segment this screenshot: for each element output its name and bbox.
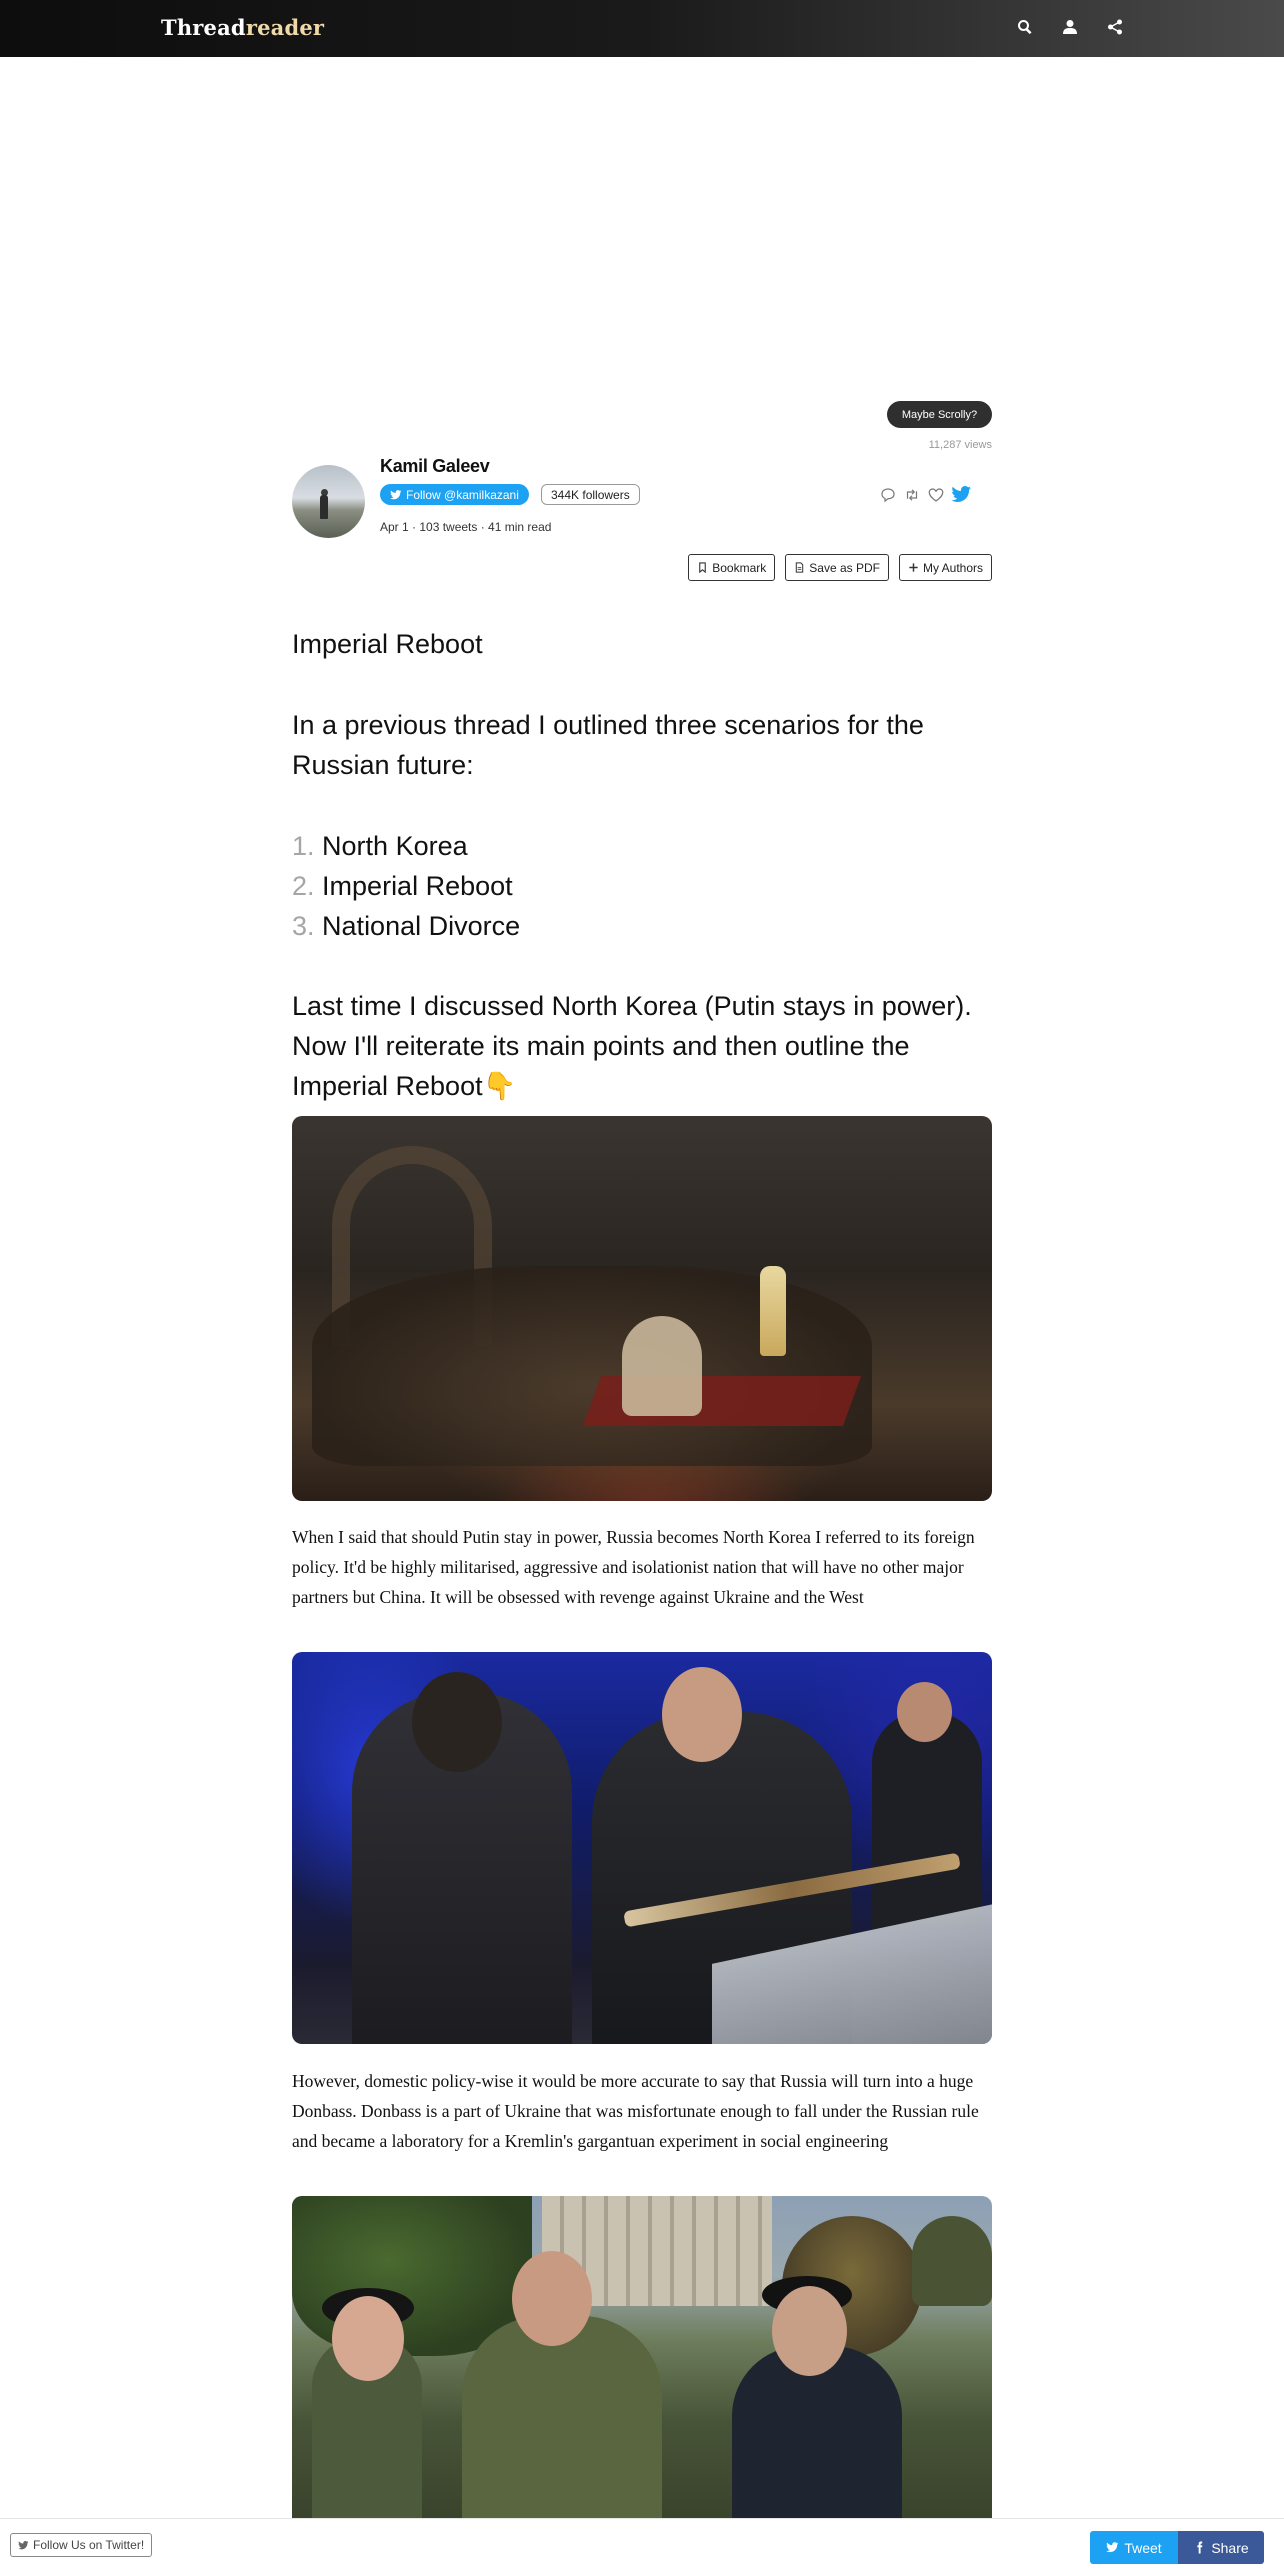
bookmark-button[interactable]: [688, 554, 775, 581]
thread-actions: [688, 554, 992, 581]
bottom-share-bar: [0, 2518, 1284, 2568]
reply-icon[interactable]: [879, 486, 897, 504]
view-count: 11,287 views: [928, 439, 992, 451]
author-name[interactable]: Kamil Galeev: [380, 456, 490, 476]
tweet-actions: [879, 484, 972, 505]
follow-button[interactable]: [380, 484, 529, 505]
twitter-bird-icon: [390, 489, 402, 501]
brand-main: Thread: [161, 15, 246, 40]
follow-us-button[interactable]: [10, 2533, 152, 2557]
list-item: 2. Imperial Reboot: [292, 871, 513, 901]
search-icon[interactable]: [1016, 18, 1034, 36]
thread-intro: In a previous thread I outlined three scenarios for the Russian future:: [292, 710, 924, 780]
maybe-scrolly-button[interactable]: Maybe Scrolly?: [887, 401, 992, 428]
my-authors-button[interactable]: [899, 554, 992, 581]
tweet-label: Tweet: [1124, 2539, 1162, 2556]
painting-image[interactable]: [292, 1116, 992, 1501]
thread-title: Imperial Reboot: [292, 629, 483, 659]
bookmark-icon: [697, 562, 708, 573]
brand-sub: reader: [245, 15, 325, 40]
twitter-bird-icon: [1106, 2541, 1119, 2554]
like-icon[interactable]: [927, 486, 945, 504]
share-label: Share: [1211, 2539, 1249, 2556]
user-icon[interactable]: [1061, 18, 1079, 36]
bookmark-label: Bookmark: [712, 560, 767, 575]
my-authors-label: My Authors: [922, 560, 983, 575]
list-item: 1. North Korea: [292, 831, 468, 861]
thread-paragraph-3: However, domestic policy-wise it would be more accurate to say that Russia will turn into a huge Donbass. Donbass is a part of Ukraine that was misfortunate enough to fall under the Russian rule and became a laboratory for a Kremlin's gargantuan experiment in social engineering: [292, 2071, 979, 2151]
followers-count: 344K followers: [541, 484, 640, 505]
pdf-file-icon: [794, 562, 805, 573]
twitter-bird-icon: [18, 2540, 29, 2551]
avatar-figure: [320, 495, 328, 519]
soldiers-photo[interactable]: [292, 2196, 992, 2518]
brand-logo[interactable]: [161, 15, 324, 40]
save-pdf-label: Save as PDF: [809, 560, 880, 575]
thread-paragraph-2: When I said that should Putin stay in power, Russia becomes North Korea I referred to its foreign policy. It'd be highly militarised, aggressive and isolationist nation that will have no other major partners but China. It will be obsessed with revenge against Ukraine and the West: [292, 1527, 975, 1607]
facebook-share-button[interactable]: [1178, 2531, 1264, 2564]
list-item: 3. National Divorce: [292, 911, 521, 941]
twitter-icon[interactable]: [951, 484, 972, 505]
share-icon[interactable]: [1106, 18, 1124, 36]
follow-us-label: Follow Us on Twitter!: [33, 2538, 145, 2552]
thread-meta: Apr 1 · 103 tweets · 41 min read: [380, 520, 552, 534]
save-pdf-button[interactable]: [785, 554, 889, 581]
thread-paragraph-1: Last time I discussed North Korea (Putin stays in power). Now I'll reiterate its main points and then outline the Imperial Reboot👇: [292, 991, 972, 1101]
nav-icons: [1016, 18, 1124, 36]
plus-icon: [908, 562, 919, 573]
facebook-icon: [1193, 2541, 1206, 2554]
summit-photo[interactable]: [292, 1652, 992, 2044]
follow-label: Follow @kamilkazani: [406, 487, 519, 502]
retweet-icon[interactable]: [903, 486, 921, 504]
avatar[interactable]: [292, 465, 365, 538]
scenario-list: [292, 826, 992, 946]
top-navbar: [0, 0, 1284, 57]
tweet-button[interactable]: [1090, 2531, 1178, 2564]
